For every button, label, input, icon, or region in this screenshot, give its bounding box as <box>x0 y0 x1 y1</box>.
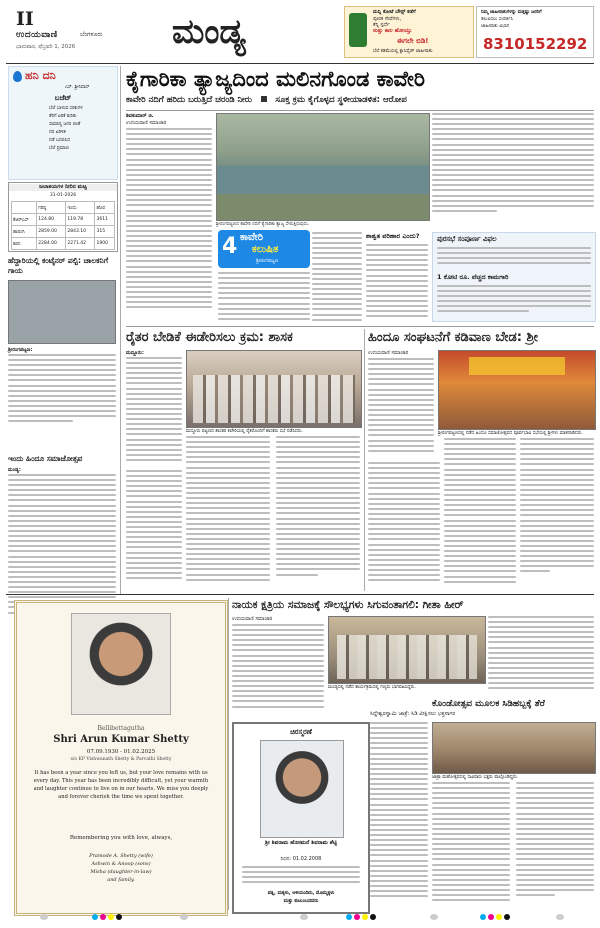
obituary-message: It has been a year since you left us, but your love remains with us every day. This year has been incredibly difficult, yet your warmth and laughter continue to live on in our hearts. We miss you deeply and forever cherish the time we spent together. <box>33 770 209 800</box>
registration-dot <box>300 914 308 920</box>
table-cell: 119.78 <box>66 214 95 226</box>
registration-dot <box>92 914 98 920</box>
table-cell: 3611 <box>95 214 115 226</box>
hindu-photo <box>438 350 596 430</box>
truck-photo <box>8 280 116 344</box>
registration-dot <box>430 914 438 920</box>
reservoir-title: ಜಲಾಶಯಗಳ ನೀರಿನ ಮಟ್ಟ <box>9 184 117 191</box>
date-line: ಭಾನುವಾರ, ಫೆಬ್ರವರಿ 1, 2026 <box>16 44 76 50</box>
phone-icon <box>349 13 367 47</box>
poem-line: ತೆರಿಗೆ ಏರಿಕೆ ಕುರಿತು <box>49 114 77 119</box>
kaveri-badge <box>218 230 310 268</box>
story-body <box>488 616 594 694</box>
edition-label: ಬೆಂಗಳೂರು <box>80 31 103 38</box>
registration-dot <box>488 914 494 920</box>
table-row <box>12 214 115 226</box>
table-cell: 315 <box>95 226 115 238</box>
obituary-dates: 07.09.1930 - 01.02.2025 <box>86 749 156 755</box>
river-photo <box>216 113 430 221</box>
stage-banner <box>469 357 565 375</box>
ad-text: ತಲುಪಿಸಲು ಸಂಪರ್ಕಿಸಿ <box>481 17 513 22</box>
remembrance-family: ಪತ್ನಿ, ಮಕ್ಕಳು, ಅಳಿಯಂದಿರು, ಮೊಮ್ಮಕ್ಕಳು <box>267 891 335 896</box>
budget-poem <box>49 105 115 153</box>
sidebar <box>8 66 116 592</box>
registration-dot <box>354 914 360 920</box>
poem-line: ಬೆಲೆ ಪ್ರಮಾಣ <box>49 146 69 151</box>
brand-name: ಉದಯವಾಣಿ <box>16 30 58 40</box>
table-cell: 124.80 <box>37 214 66 226</box>
poem-line: ಬೆಲೆ ಬಾಳುವ ಸರಕುಗಳ <box>49 106 83 111</box>
table-header: ಗರಿಷ್ಠ <box>37 202 66 214</box>
story-body <box>312 232 362 322</box>
story-body <box>437 285 591 317</box>
registration-dot <box>180 914 188 920</box>
side-sub: 1 ಕೋಟಿ ರೂ. ವೆಚ್ಚದ ಕಾಮಗಾರಿ <box>437 273 509 281</box>
reservoir-table <box>11 201 115 250</box>
obituary-family: Misha (daughter-in-law) <box>90 869 152 875</box>
ad-phone-number: 8310152292 <box>483 35 588 53</box>
table-header: ಹೊರ <box>95 202 115 214</box>
photo-caption: ಮಂಡ್ಯದಲ್ಲಿ ನಡೆದ ಕಾರ್ಯಕ್ರಮದಲ್ಲಿ ಗಣ್ಯರು ಭಾಗವಹಿಸಿದ್ದರು. <box>328 685 416 690</box>
festival-photo <box>432 722 596 774</box>
subhead-text: ಸೂಕ್ತ ಕ್ರಮ ಕೈಗೊಳ್ಳದ ಸ್ಥಳೀಯಾಡಳಿತ: ಆರೋಪ <box>275 95 407 105</box>
registration-dot <box>370 914 376 920</box>
remembrance-ad <box>232 722 370 914</box>
poem-line: ದರ ಏರಿಳಿತ <box>49 130 66 135</box>
column-rule <box>228 598 229 910</box>
lead-body-col1 <box>126 128 212 324</box>
poem-line: ನಡೆ ಬದಲಿಸಿದ <box>49 138 71 143</box>
ad-text: ಬೆಲೆ ಕಡಿಮೆಯಲ್ಲಿ ಕ್ಲಾಸಿಫೈಡ್ ಜಾಹೀರಾತು <box>373 49 433 54</box>
dateline: ಶ್ರೀರಂಗಪಟ್ಟಣ: <box>8 347 33 353</box>
people-group <box>193 375 355 423</box>
table-row <box>12 226 115 238</box>
table-header-row <box>12 202 115 214</box>
story-body <box>218 272 310 322</box>
side-note-box <box>432 232 596 322</box>
table-cell: ಕಬಿನಿ <box>12 238 37 250</box>
hani-dani-title: ಹನಿ ದನಿ <box>25 69 56 82</box>
rule <box>6 594 594 595</box>
story-body <box>366 244 428 322</box>
print-registration-marks <box>0 914 600 924</box>
registration-dot <box>504 914 510 920</box>
column-rule <box>120 66 121 594</box>
reporter-tag: ಉದಯವಾಣಿ ಸಮಾಚಾರ <box>126 120 167 126</box>
solution-title: ಶಾಶ್ವತ ಪರಿಹಾರ ಎಂದು? <box>366 232 420 240</box>
story-headline: ಇಂದು ಹಿಂದೂ ಸಮಾಜೋತ್ಸವ <box>8 454 83 463</box>
kondotsava-subhead: ಸಿದ್ದೇಶ್ವರಸ್ವಾಮಿ ಜಾತ್ರೆ: ಸಿಡಿ ವೀಕ್ಷಿಸಲು ಭಕ್ತಸಾಗರ <box>370 711 456 717</box>
story-body <box>368 462 440 586</box>
obituary-family: and family. <box>107 877 135 883</box>
obituary-name: Shri Arun Kumar Shetty <box>53 734 189 745</box>
story-body <box>520 438 594 588</box>
registration-dot <box>116 914 122 920</box>
registration-dot <box>346 914 352 920</box>
story-body <box>368 358 434 458</box>
byline: ಶಿವಕುಮಾರ್ ಜಿ. <box>126 113 154 119</box>
rule <box>126 326 594 327</box>
registration-dot <box>108 914 114 920</box>
table-cell: 1900 <box>95 238 115 250</box>
table-header <box>12 202 37 214</box>
story-body <box>432 782 510 908</box>
remembrance-name: ಶ್ರೀ ಶಿವರಾಮ ಹೊಸಮನೆ ಶಿವರಾಮ ಶೆಟ್ಟಿ <box>265 840 337 846</box>
remembrance-family: ಮತ್ತು ಕುಟುಂಬದವರು <box>283 899 319 904</box>
header-ad-left <box>344 6 474 58</box>
table-cell: 2859.00 <box>37 226 66 238</box>
photo-caption: ಶ್ರೀರಂಗಪಟ್ಟಣದಲ್ಲಿ ನಡೆದ ಹಿಂದೂ ಸಮಾಜೋತ್ಸವದ ಪೂರ್ವಭಾವಿ ಸಭೆಯಲ್ಲಿ ಶ್ರೀಗಳು ಮಾತನಾಡಿದರು. <box>438 431 583 436</box>
ad-text: ನಿಮ್ಮ ಜಾಹೀರಾತುಗಳನ್ನು ಮತ್ತಷ್ಟು ಜನರಿಗೆ <box>481 10 542 15</box>
story-body <box>276 436 360 586</box>
reservoir-table-box <box>8 182 118 252</box>
photo-caption: ಜಾತ್ರಾ ಮಹೋತ್ಸವದಲ್ಲಿ ಸಾವಿರಾರು ಭಕ್ತರು ಪಾಲ್ಗೊಂಡಿದ್ದರು. <box>432 775 519 780</box>
registration-dot <box>480 914 486 920</box>
registration-dot <box>40 914 48 920</box>
registration-dot <box>556 914 564 920</box>
ad-text: ಕೆನ್ನಿ ಸ್ಪರ್ಧೆ <box>373 22 390 28</box>
badge-title: ಕಲುಷಿತ <box>252 244 279 255</box>
rule <box>126 110 594 111</box>
photo-caption: ಮದ್ದೂರು ಪಟ್ಟಣದ ಶಾಸಕರ ಕಚೇರಿಯಲ್ಲಿ ರೈತರೊಂದಿಗೆ ಶಾಸಕರು ಸಭೆ ನಡೆಸಿದರು. <box>186 429 303 434</box>
badge-title: ಕಾವೇರಿ <box>240 232 264 243</box>
story-body <box>232 624 324 716</box>
ad-text: ಜಾಹೀರಾತು ವಿಭಾಗ <box>481 24 510 29</box>
people-group <box>337 635 477 679</box>
nayaka-photo <box>328 616 486 684</box>
puramane-box <box>432 113 594 231</box>
remembrance-date: ನಿಧನ: 01.02.2008 <box>280 856 322 862</box>
photo-caption: ಶ್ರೀರಂಗಪಟ್ಟಣದ ಕಾವೇರಿ ನದಿಗೆ ಕೈಗಾರಿಕಾ ತ್ಯಾಜ್ಯ ಸೇರುತ್ತಿರುವುದು. <box>216 222 310 227</box>
farmer-headline: ರೈತರ ಬೇಡಿಕೆ ಈಡೇರಿಸಲು ಕ್ರಮ: ಶಾಸಕ <box>126 330 293 345</box>
story-body <box>432 113 594 213</box>
section-title: ಮಂಡ್ಯ <box>172 12 246 52</box>
reservoir-date: 31-01-2026 <box>49 193 77 198</box>
poem-line: ಸಾಮಾನ್ಯ ಜನರ ಚಿಂತೆ <box>49 122 81 127</box>
square-bullet-icon <box>261 96 267 102</box>
obituary-family: Ashwin & Anoop (sons) <box>91 861 151 867</box>
hindu-headline: ಹಿಂದೂ ಸಂಘಟನೆಗೆ ಕಡಿವಾಣ ಬೇಡ: ಶ್ರೀ <box>368 330 538 345</box>
table-cell: ಹಾರಂಗಿ <box>12 226 37 238</box>
river-bank <box>217 194 429 220</box>
masthead <box>6 6 594 60</box>
remembrance-title: ಚಿರಸ್ಮರಣೆ <box>290 728 312 736</box>
obituary-remember: Remembering you with love, always, <box>69 835 173 841</box>
obituary-ad <box>14 600 228 916</box>
story-body <box>516 782 594 908</box>
obituary-family: Pramode A. Shetty (wife) <box>89 853 153 859</box>
obituary-place: Bellibettagutha <box>97 725 145 732</box>
river-water <box>217 166 429 196</box>
ad-text: ಸುತ್ತು ಕಾಲ ಹೋಯ್ತು <box>373 28 412 34</box>
drop-icon <box>13 71 22 82</box>
dateline: ಮಂಡ್ಯ: <box>8 467 21 473</box>
remembrance-photo <box>260 740 344 838</box>
registration-dot <box>496 914 502 920</box>
story-headline: ಹೆದ್ದಾರಿಯಲ್ಲಿ ಕಂಟೈನರ್ ಪಲ್ಟಿ: ಚಾಲಕನಿಗೆ ಗಾಯ <box>8 256 109 275</box>
registration-dot <box>100 914 106 920</box>
story-body <box>437 247 591 271</box>
table-cell: 2284.00 <box>37 238 66 250</box>
hani-dani-box <box>8 66 118 180</box>
reporter-tag: ಉದಯವಾಣಿ ಸಮಾಚಾರ <box>232 616 273 622</box>
badge-number: 4 <box>222 234 238 259</box>
lead-headline: ಕೈಗಾರಿಕಾ ತ್ಯಾಜ್ಯದಿಂದ ಮಲಿನಗೊಂಡ ಕಾವೇರಿ <box>126 67 425 91</box>
reporter-tag: ಉದಯವಾಣಿ ಸಮಾಚಾರ <box>368 350 409 356</box>
story-body <box>8 354 116 450</box>
header-ad-right <box>476 6 594 58</box>
registration-dot <box>362 914 368 920</box>
farmer-photo <box>186 350 362 428</box>
dateline: ಮದ್ದೂರು: <box>126 350 144 356</box>
story-body <box>444 438 516 588</box>
story-body <box>186 436 270 586</box>
table-row <box>12 238 115 250</box>
nayaka-headline: ನಾಯಕ ಕ್ಷತ್ರಿಯ ಸಮಾಜಕ್ಕೆ ಸೌಲಭ್ಯಗಳು ಸಿಗುವಂತಾಗಲಿ: ಗೀತಾ ಹೀರ್ <box>232 599 464 611</box>
subhead-text: ಕಾವೇರಿ ನದಿಗೆ ಹರಿದು ಬರುತ್ತಿದೆ ಚರಂಡಿ ನೀರು <box>126 95 252 105</box>
header-rule <box>6 63 594 64</box>
table-cell: ಕೆಆರ್‌ಎಸ್ <box>12 214 37 226</box>
side-title: ಪುರಸಭೆ ಸಂಪೂರ್ಣ ವಿಫಲ <box>437 235 497 243</box>
table-cell: 2271.42 <box>66 238 95 250</box>
lead-subhead <box>126 95 594 105</box>
story-body <box>126 357 182 467</box>
hani-author: ಎಸ್. ಶ್ರೀನಿವಾಸ್ <box>65 85 90 90</box>
remembrance-text <box>242 866 360 888</box>
badge-sub: ಶ್ರೀರಂಗಪಟ್ಟಣ <box>256 258 279 264</box>
obituary-relation: s/o KP Vishwanath Shetty & Parvathi Shetty <box>70 757 172 762</box>
kondotsava-headline: ಕೊಂಡೋತ್ಸವ ಮೂಲಕ ಸಿಡಿಹಬ್ಬಕ್ಕೆ ತೆರೆ <box>432 699 545 709</box>
table-header: ಇಂದು <box>66 202 95 214</box>
column-rule <box>364 329 365 591</box>
table-cell: 2843.10 <box>66 226 95 238</box>
ad-text: ಪೂರಕ ಸೇವೆಗಳು, <box>373 16 402 22</box>
story-body <box>126 470 182 586</box>
page-number: II <box>16 8 34 30</box>
portrait-photo <box>71 613 171 715</box>
budget-title: ಬಜೆಟ್ <box>54 94 72 102</box>
story-body <box>370 722 428 908</box>
ad-text: ಮನ್ನಿ ಕೋಟೆ ಬೌನ್ಸ್ ಕಡೆಗೆ <box>373 9 416 15</box>
ad-text: ಈಗಲೇ ಬಿಡಿ! <box>397 37 429 45</box>
